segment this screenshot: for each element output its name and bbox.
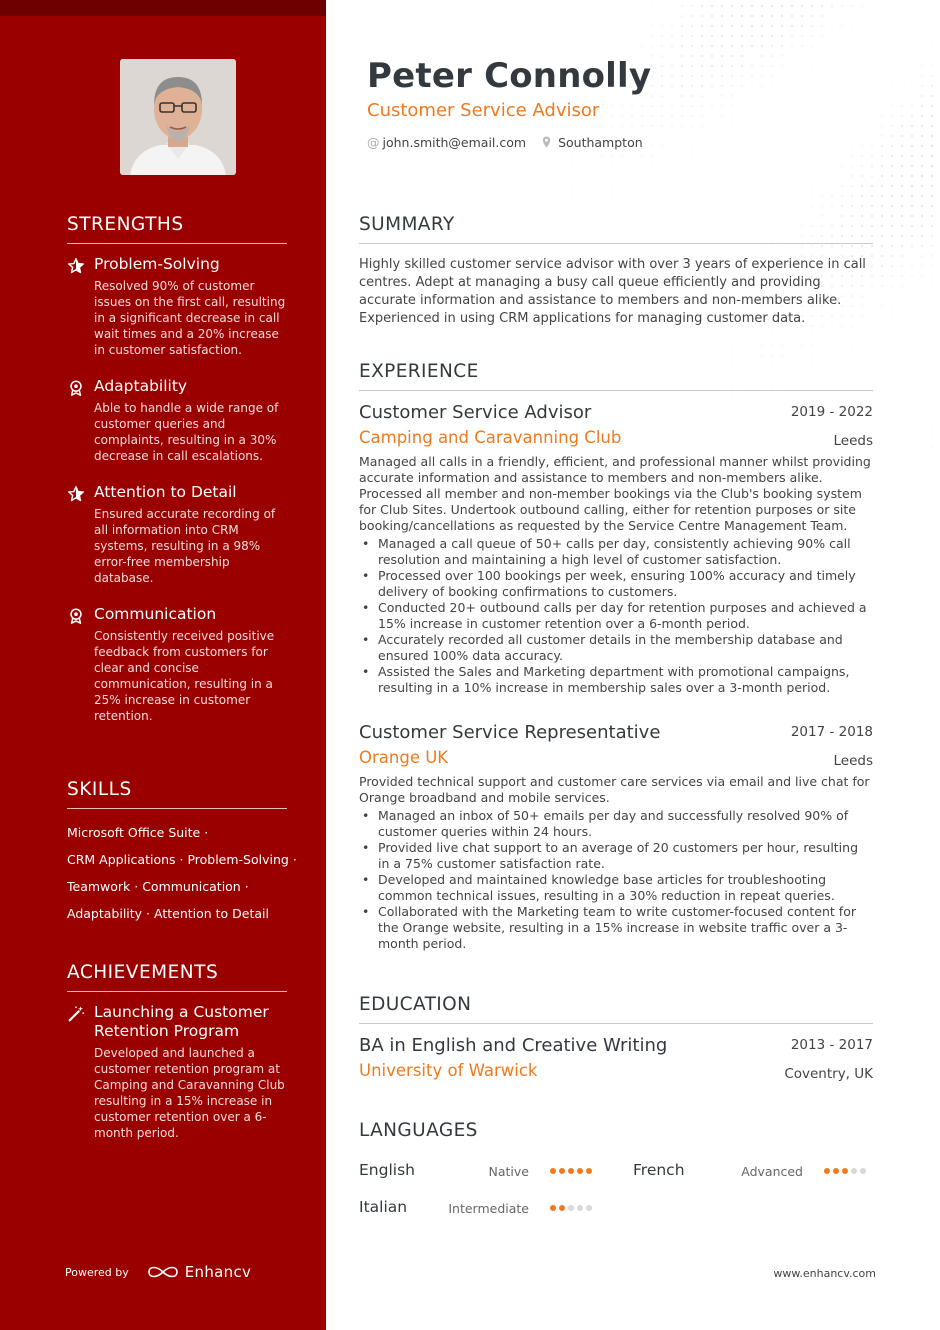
strength-desc: Resolved 90% of customer issues on the first call, resulting in a significant decrease in call wait times and a 20% increase in customer satisfaction.	[94, 279, 286, 357]
powered-by-label: Powered by	[65, 1265, 129, 1279]
job-bullet: • Provided live chat support to an average of 20 customers per hour, resulting in a 75% customer satisfaction rate.	[359, 840, 873, 872]
achievement-desc: Developed and launched a customer retention program at Camping and Caravanning Club resulting in a 15% increase in customer retention over a 6-month period.	[94, 1046, 285, 1140]
location-text: Southampton	[558, 135, 643, 150]
language-name: French	[633, 1161, 685, 1179]
strength-item	[67, 377, 287, 464]
language-name: Italian	[359, 1198, 408, 1216]
skill-line: Adaptability · Attention to Detail	[67, 906, 270, 921]
rating-dot-filled	[550, 1205, 556, 1211]
experience-heading: EXPERIENCE	[359, 361, 873, 391]
award-icon	[67, 379, 85, 397]
candidate-name: Peter Connolly	[367, 56, 652, 96]
languages-list	[359, 1160, 873, 1220]
email-text: john.smith@email.com	[382, 135, 527, 150]
strengths-heading: STRENGTHS	[67, 214, 287, 244]
job-location: Leeds	[833, 433, 873, 449]
language-rating	[824, 1168, 866, 1174]
job-title: Customer Service Advisor	[359, 402, 592, 423]
rating-dot-filled	[824, 1168, 830, 1174]
job-bullet: • Assisted the Sales and Marketing department with promotional campaigns, resulting in a 10% increase in membership sales over a 3-month period.	[359, 664, 873, 696]
skills-list	[67, 819, 297, 927]
education-entry	[359, 1035, 873, 1080]
strength-title: Adaptability	[94, 377, 188, 395]
skill-line: Teamwork · Communication ·	[67, 879, 249, 894]
job-bullet: • Managed an inbox of 50+ emails per day and successfully resolved 90% of customer queries within 24 hours.	[359, 808, 873, 840]
achievements-heading: ACHIEVEMENTS	[67, 962, 287, 992]
job-entry	[359, 722, 873, 952]
powered-by	[65, 1263, 251, 1281]
rating-dot-filled	[568, 1168, 574, 1174]
rating-dot-filled	[559, 1205, 565, 1211]
strength-item	[67, 483, 287, 586]
strength-title: Problem-Solving	[94, 255, 220, 273]
language-level: Intermediate	[448, 1201, 529, 1216]
job-company: Camping and Caravanning Club	[359, 428, 622, 447]
contact-location	[542, 135, 643, 150]
rating-dot-filled	[550, 1168, 556, 1174]
enhancv-logo-text: Enhancv	[184, 1263, 252, 1281]
strength-desc: Able to handle a wide range of customer queries and complaints, resulting in a 30% decrease in call escalations.	[94, 401, 279, 463]
skill-line: CRM Applications · Problem-Solving ·	[67, 852, 297, 867]
job-bullets	[359, 808, 873, 952]
rating-dot-filled	[842, 1168, 848, 1174]
job-entry	[359, 402, 873, 696]
strength-item	[67, 605, 287, 724]
summary-heading: SUMMARY	[359, 214, 873, 244]
rating-dot-filled	[586, 1168, 592, 1174]
rating-dot-filled	[559, 1168, 565, 1174]
language-level: Native	[488, 1164, 529, 1179]
star-icon	[67, 485, 85, 503]
language-level: Advanced	[741, 1164, 803, 1179]
enhancv-logo-icon	[147, 1264, 179, 1280]
job-dates: 2017 - 2018	[790, 724, 873, 740]
sidebar-top-bar	[0, 0, 326, 16]
enhancv-logo[interactable]	[147, 1263, 251, 1281]
job-bullets	[359, 536, 873, 696]
candidate-role: Customer Service Advisor	[367, 100, 600, 121]
strengths-section	[67, 214, 287, 724]
achievements-section	[67, 962, 287, 1141]
strength-title: Attention to Detail	[94, 483, 237, 501]
rating-dot-empty	[577, 1205, 583, 1211]
skill-line: Microsoft Office Suite ·	[67, 825, 209, 840]
school: University of Warwick	[359, 1061, 538, 1080]
rating-dot-empty	[586, 1205, 592, 1211]
language-rating	[550, 1205, 592, 1211]
rating-dot-empty	[860, 1168, 866, 1174]
enhancv-site-link[interactable]: www.enhancv.com	[773, 1267, 876, 1280]
job-bullet: • Collaborated with the Marketing team to write customer-focused content for the Orange website, resulting in a 15% increase in website traffic over a 3-month period.	[359, 904, 873, 952]
profile-photo	[120, 59, 236, 175]
job-location: Leeds	[833, 753, 873, 769]
sidebar	[0, 0, 326, 1330]
contact-email[interactable]	[367, 135, 526, 150]
job-bullet: • Processed over 100 bookings per week, ensuring 100% accuracy and timely delivery of booking confirmations to customers.	[359, 568, 873, 600]
strength-title: Communication	[94, 605, 217, 623]
magic-wand-icon	[67, 1005, 85, 1023]
location-pin-icon	[542, 135, 555, 150]
languages-heading: LANGUAGES	[359, 1120, 478, 1141]
job-bullet: • Conducted 20+ outbound calls per day for retention purposes and achieved a 15% increase in customer retention over a 6-month period.	[359, 600, 873, 632]
language-name: English	[359, 1161, 415, 1179]
skills-heading: SKILLS	[67, 779, 287, 809]
education-heading: EDUCATION	[359, 994, 873, 1024]
rating-dot-empty	[851, 1168, 857, 1174]
job-bullet: • Accurately recorded all customer details in the membership database and ensured 100% data accuracy.	[359, 632, 873, 664]
degree: BA in English and Creative Writing	[359, 1035, 668, 1056]
job-bullet: • Managed a call queue of 50+ calls per day, consistently achieving 90% call resolution and maintaining a high level of customer satisfaction.	[359, 536, 873, 568]
achievement-title: Launching a Customer Retention Program	[94, 1003, 269, 1040]
education-dates: 2013 - 2017	[790, 1037, 873, 1053]
education-location: Coventry, UK	[784, 1066, 873, 1082]
job-bullet: • Developed and maintained knowledge base articles for troubleshooting common technical issues, resulting in a 30% reduction in repeat queries.	[359, 872, 873, 904]
job-title: Customer Service Representative	[359, 722, 661, 743]
award-icon	[67, 607, 85, 625]
strength-desc: Consistently received positive feedback from customers for clear and concise communication, resulting in a 25% increase in customer retention.	[94, 629, 275, 723]
at-icon: @	[367, 135, 380, 150]
rating-dot-empty	[568, 1205, 574, 1211]
contact-info	[367, 135, 643, 150]
job-description: Provided technical support and customer care services via email and live chat for Orange broadband and mobile services.	[359, 774, 870, 805]
job-dates: 2019 - 2022	[790, 404, 873, 420]
strength-item	[67, 255, 287, 358]
achievement-item	[67, 1003, 287, 1141]
job-company: Orange UK	[359, 748, 449, 767]
job-description: Managed all calls in a friendly, efficient, and professional manner whilst providing accurate information and assistance to members and non-members alike. Processed all member and non-member bookings via the Club's booking system for Club Sites. Undertook outbound calling, either for retention purposes or site booking/cancellations as requested by the Service Centre Management Team.	[359, 454, 871, 533]
star-icon	[67, 257, 85, 275]
skills-section	[67, 779, 297, 927]
language-rating	[550, 1168, 592, 1174]
rating-dot-filled	[833, 1168, 839, 1174]
strength-desc: Ensured accurate recording of all information into CRM systems, resulting in a 98% error-free membership database.	[94, 507, 276, 585]
rating-dot-filled	[577, 1168, 583, 1174]
summary-text: Highly skilled customer service advisor with over 3 years of experience in call centres. Adept at managing a busy call queue efficiently and providing accurate information and assistance to members and non-members alike. Experienced in using CRM applications for managing customer data.	[359, 257, 866, 326]
